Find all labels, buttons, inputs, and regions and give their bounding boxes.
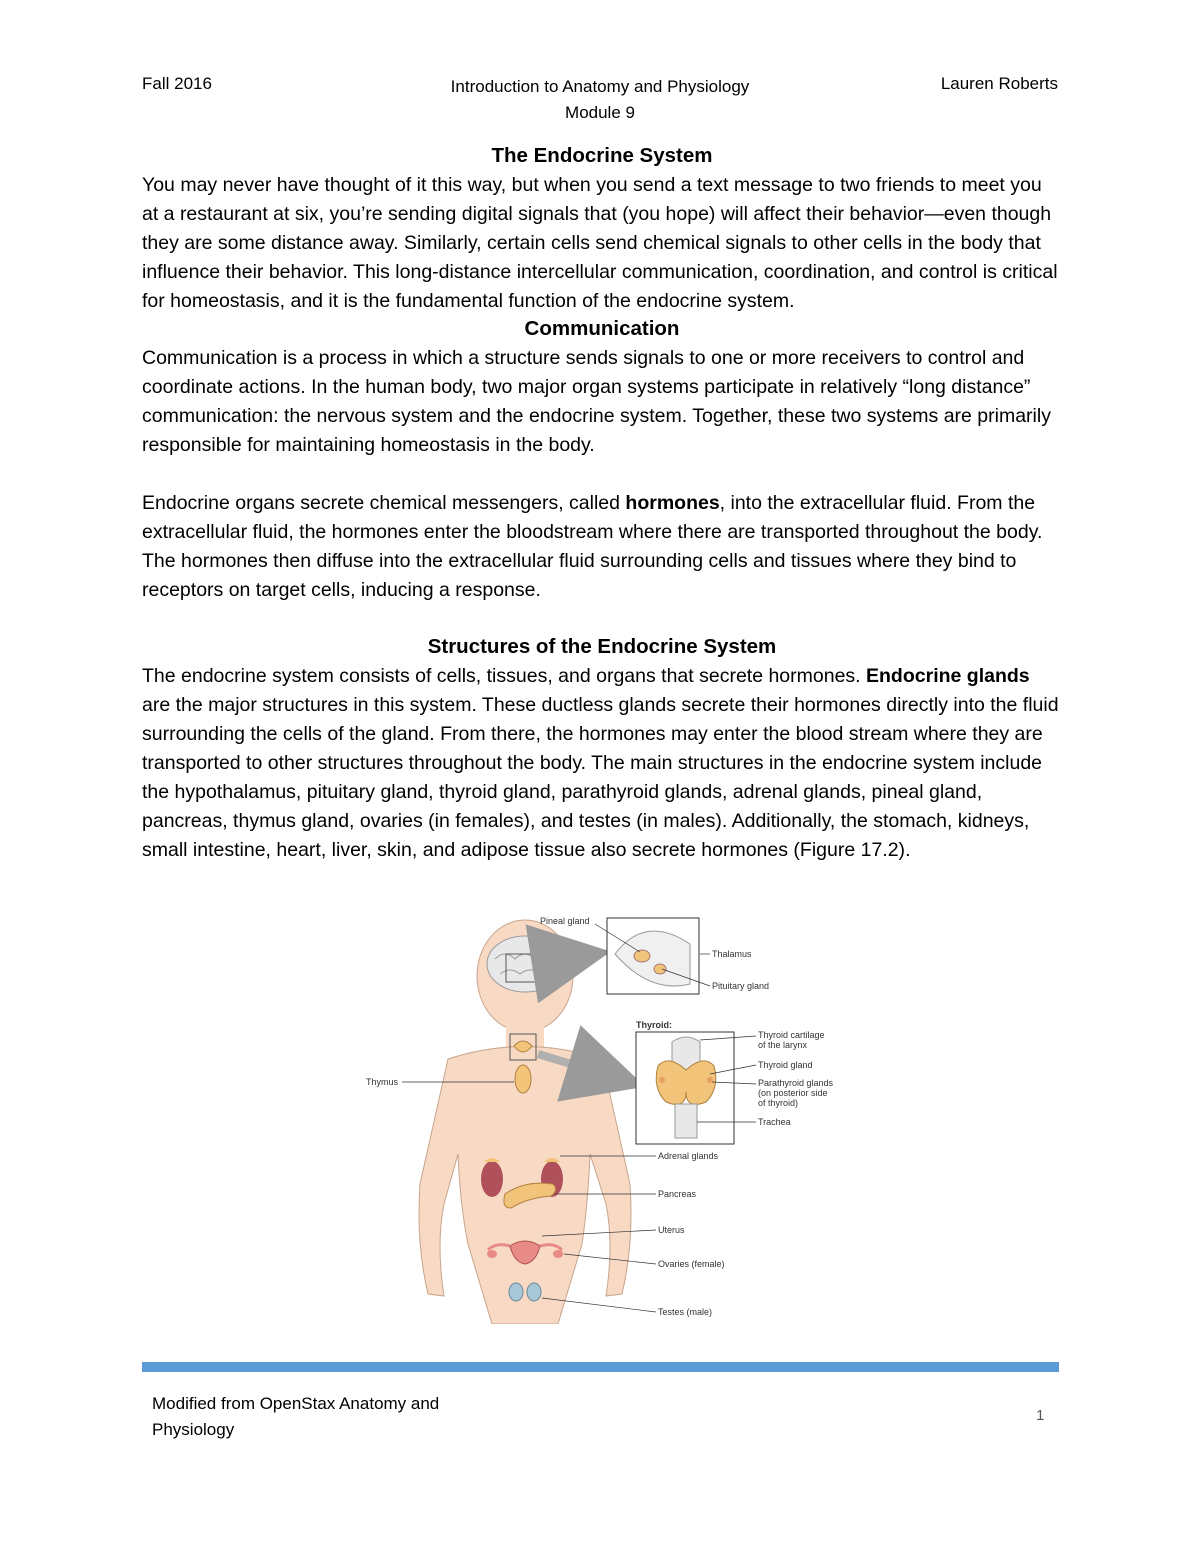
header-term: Fall 2016 <box>142 74 212 93</box>
footer-line-1: Modified from OpenStax Anatomy and <box>152 1394 440 1413</box>
label-parathyroid-3: of thyroid) <box>758 1098 799 1108</box>
term-endocrine-glands: Endocrine glands <box>866 665 1030 688</box>
hormones-text-pre: Endocrine organs secrete chemical messengers, called <box>142 491 626 514</box>
label-adrenal-glands: Adrenal glands <box>658 1151 719 1161</box>
endocrine-system-figure <box>360 914 840 1324</box>
figure-reference: (Figure 17.2) <box>793 838 906 861</box>
paragraph-hormones <box>142 489 1062 605</box>
term-hormones: hormones <box>625 491 720 514</box>
document-body <box>142 142 1062 865</box>
footer-source <box>152 1391 512 1443</box>
section-title-communication: Communication <box>524 317 680 341</box>
label-uterus: Uterus <box>658 1225 685 1235</box>
label-thyroid-cartilage-2: of the larynx <box>758 1040 808 1050</box>
footer-rule <box>142 1362 1059 1372</box>
paragraph-endocrine: You may never have thought of it this way, but when you send a text message to two friends to meet you at a restaurant at six, you’re sending digital signals that (you hope) will affect their behavior—even though they are some distance away. Similarly, certain cells send chemical signals to other cells in the body that influence their behavior. This long-distance intercellular communication, coordination, and control is critical for homeostasis, and it is the fundamental function of the endocrine system. <box>142 173 1058 312</box>
label-ovaries: Ovaries (female) <box>658 1259 725 1269</box>
label-parathyroid-1: Parathyroid glands <box>758 1078 834 1088</box>
structures-text-pre: The endocrine system consists of cells, tissues, and organs that secrete hormones. <box>142 665 867 688</box>
thymus-gland <box>515 1065 531 1093</box>
label-pituitary-gland: Pituitary gland <box>712 981 770 991</box>
label-testes: Testes (male) <box>658 1307 713 1317</box>
label-thymus: Thymus <box>366 1077 399 1087</box>
paragraph-communication: Communication is a process in which a structure sends signals to one or more receivers to control and coordinate actions. In the human body, two major organ systems participate in relatively “long distance” communication: the nervous system and the endocrine system. Together, these two systems are primarily responsible for maintaining homeostasis in the body. <box>142 347 1051 457</box>
section-title-structures: Structures of the Endocrine System <box>427 635 777 659</box>
header-author: Lauren Roberts <box>940 74 1058 93</box>
structures-text-post: are the major structures in this system. These ductless glands secrete their hormones directly into the fluid surrounding the cells of the gland. From there, the hormones may enter the blood stream where they are transported to other structures throughout the body. The main structures in the endocrine system include the hypothalamus, pituitary gland, thyroid gland, parathyroid glands, adrenal glands, pineal gland, pancreas, thymus gland, ovaries (in females), and testes (in males). Additionally, the stomach, kidneys, small intestine, heart, liver, skin, and adipose tissue also secrete hormones <box>142 694 1059 861</box>
header-module: Module 9 <box>565 103 635 122</box>
label-thyroid-gland: Thyroid gland <box>758 1060 813 1070</box>
structures-text-end: . <box>905 838 911 861</box>
paragraph-structures <box>142 662 1062 864</box>
label-thyroid-cartilage-1: Thyroid cartilage <box>758 1030 825 1040</box>
header-course-title: Introduction to Anatomy and Physiology <box>450 77 750 96</box>
label-thalamus: Thalamus <box>712 949 752 959</box>
label-thyroid-heading: Thyroid: <box>636 1020 672 1030</box>
figure-illustration <box>360 914 840 1324</box>
label-pancreas: Pancreas <box>658 1189 697 1199</box>
page-number: 1 <box>1036 1407 1045 1424</box>
label-parathyroid-2: (on posterior side <box>758 1088 828 1098</box>
section-title-endocrine: The Endocrine System <box>491 144 713 167</box>
footer-line-2: Physiology <box>152 1420 235 1439</box>
label-trachea: Trachea <box>758 1117 791 1127</box>
hormones-text-post: , into the extracellular fluid. From the extracellular fluid, the hormones enter the bloodstream where there are transported throughout the body. The hormones then diffuse into the extracellular fluid surrounding cells and tissues where they bind to receptors on target cells, inducing a response. <box>142 491 1043 601</box>
label-pineal-gland: Pineal gland <box>540 916 590 926</box>
